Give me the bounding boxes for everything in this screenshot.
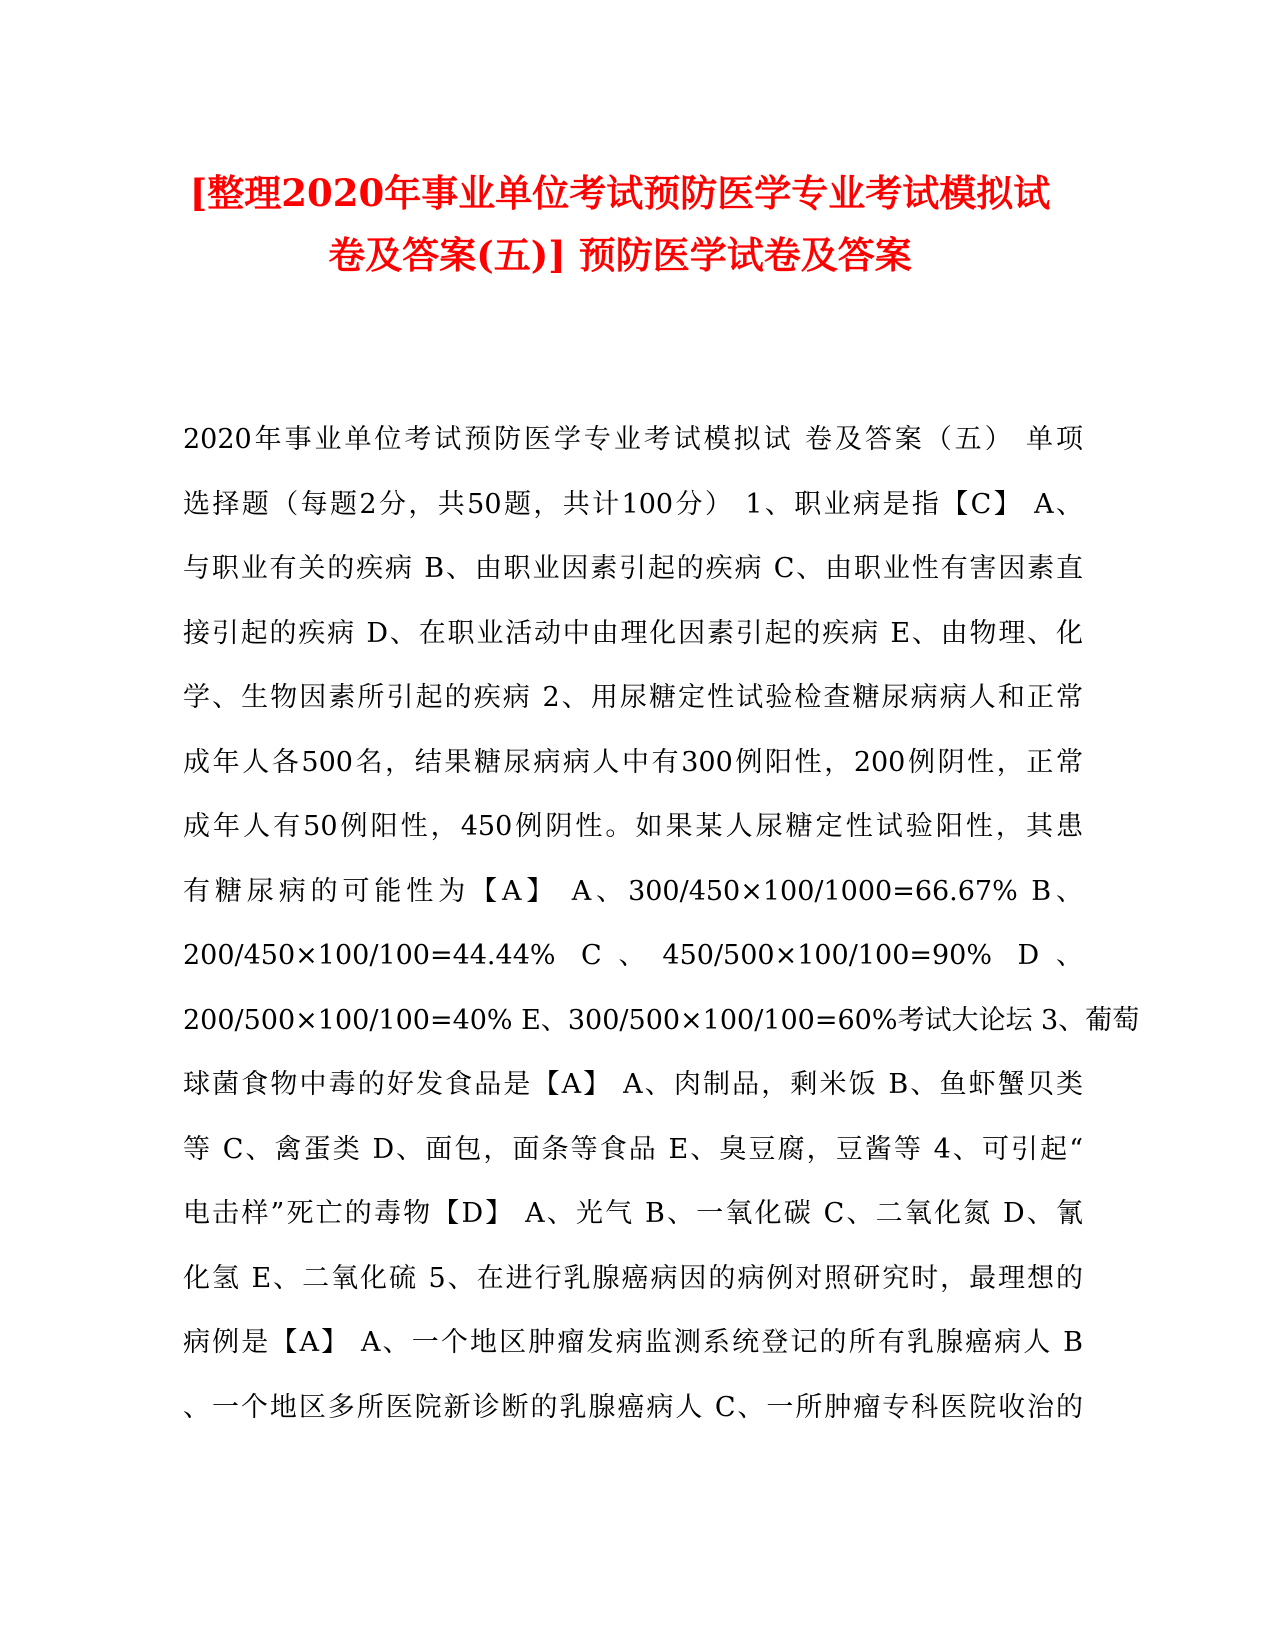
body-line: 等 C、禽蛋类 D、面包，面条等食品 E、臭豆腐，豆酱等 4、可引起“	[183, 1133, 1083, 1165]
body-line: 200/450×100/100=44.44% C、450/500×100/100=90% D、	[183, 940, 1083, 971]
title-line-2: 卷及答案(五)] 预防医学试卷及答案	[328, 233, 912, 277]
body-line: 与职业有关的疾病 B、由职业因素引起的疾病 C、由职业性有害因素直	[183, 553, 1083, 584]
body-line: 200/500×100/100=40% E、300/500×100/100=60%考试大论坛 3、葡萄	[183, 1004, 1140, 1036]
body-line: 学、生物因素所引起的疾病 2、用尿糖定性试验检查糖尿病病人和正常	[183, 682, 1083, 713]
body-line: 接引起的疾病 D、在职业活动中由理化因素引起的疾病 E、由物理、化	[183, 617, 1083, 649]
title-line-1: [整理2020年事业单位考试预防医学专业考试模拟试	[189, 171, 1051, 215]
body-line: 化氢 E、二氧化硫 5、在进行乳腺癌病因的病例对照研究时，最理想的	[183, 1262, 1083, 1294]
document-title	[160, 162, 1080, 286]
body-line: 成年人各500名，结果糖尿病病人中有300例阳性，200例阴性，正常	[183, 746, 1083, 778]
body-line: 成年人有50例阳性，450例阴性。如果某人尿糖定性试验阳性，其患	[183, 811, 1083, 842]
body-line: 有糖尿病的可能性为【A】 A、300/450×100/1000=66.67% B、	[183, 875, 1083, 907]
body-line: 2020年事业单位考试预防医学专业考试模拟试 卷及答案（五） 单项	[183, 424, 1083, 455]
body-line: 、一个地区多所医院新诊断的乳腺癌病人 C、一所肿瘤专科医院收治的	[183, 1391, 1083, 1423]
body-line: 病例是【A】 A、一个地区肿瘤发病监测系统登记的所有乳腺癌病人 B	[183, 1327, 1083, 1358]
body-line: 球菌食物中毒的好发食品是【A】 A、肉制品，剩米饭 B、鱼虾蟹贝类	[183, 1069, 1083, 1100]
document-body	[183, 408, 1140, 1440]
body-line: 选择题（每题2分，共50题，共计100分） 1、职业病是指【C】 A、	[183, 488, 1083, 520]
body-line: 电击样”死亡的毒物【D】 A、光气 B、一氧化碳 C、二氧化氮 D、氰	[183, 1198, 1083, 1229]
